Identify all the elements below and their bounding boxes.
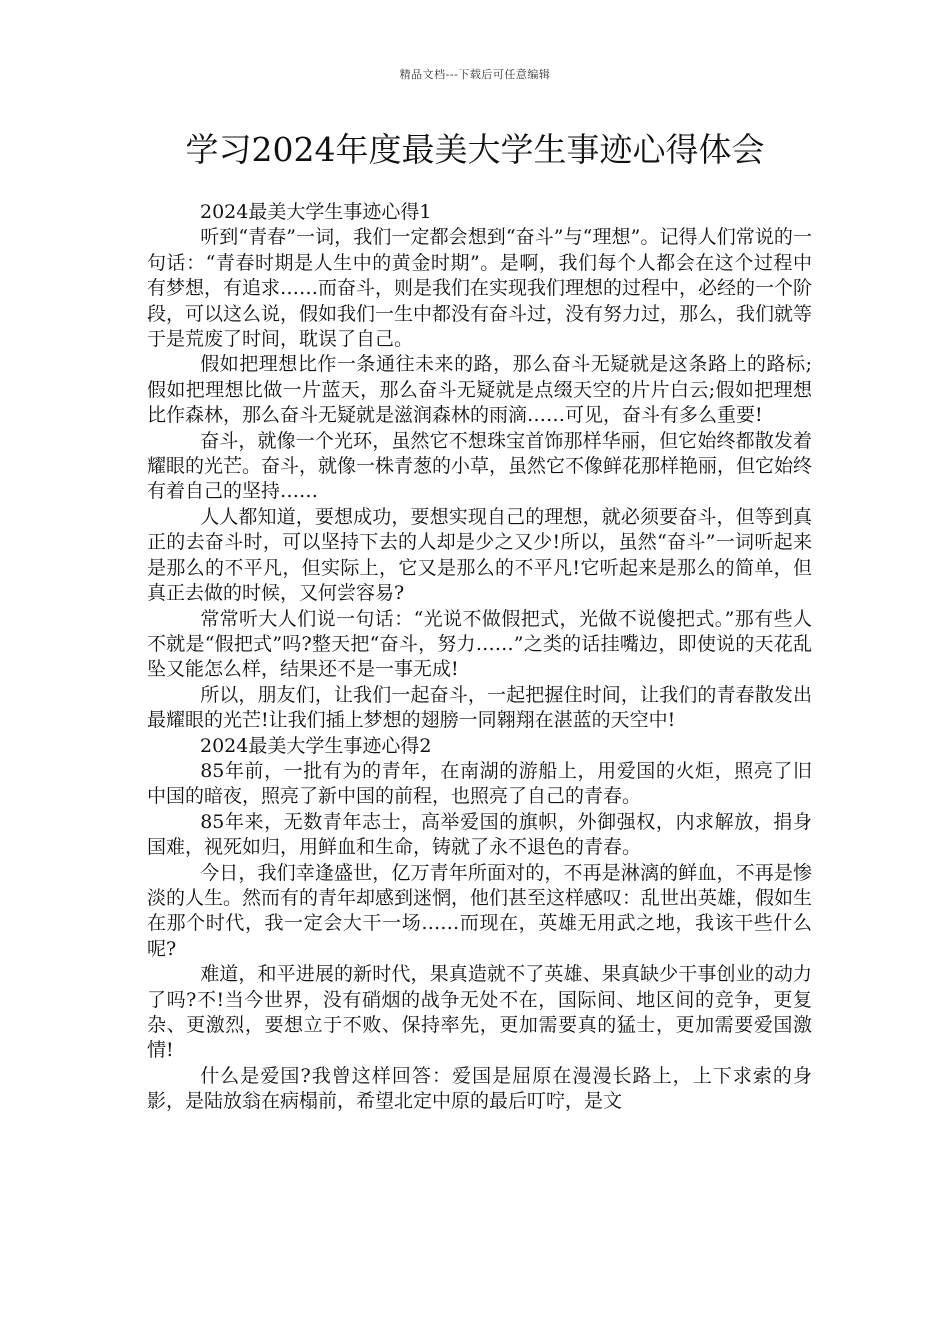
paragraph: 听到“青春”一词，我们一定都会想到“奋斗”与“理想”。记得人们常说的一句话：“青春时期是人生中的黄金时期”。是啊，我们每个人都会在这个过程中有梦想，有追求……而奋斗，则是我们在实现我们理想的过程中，必经的一个阶段，可以这么说，假如我们一生中都没有奋斗过，没有努力过，那么，我们就等于是荒废了时间，耽误了自己。 <box>147 226 813 351</box>
paragraph: 什么是爱国?我曾这样回答：爱国是屈原在漫漫长路上，上下求索的身影，是陆放翁在病榻前，希望北定中原的最后叮咛，是文 <box>147 1064 812 1113</box>
paragraph: 难道，和平进展的新时代，果真造就不了英雄、果真缺少干事创业的动力了吗?不!当今世界，没有硝烟的战争无处不在，国际间、地区间的竞争，更复杂、更激烈，要想立于不败、保持率先，更加需要真的猛士，更加需要爱国激情! <box>147 963 812 1062</box>
section-heading-1: 2024最美大学生事迹心得1 <box>200 201 432 223</box>
paragraph: 85年来，无数青年志士，高举爱国的旗帜，外御强权，内求解放，捐身国难，视死如归，用鲜血和生命，铸就了永不退色的青春。 <box>147 810 812 859</box>
paragraph: 常常听大人们说一句话：“光说不做假把式，光做不说傻把式。”那有些人不就是“假把式”吗?整天把“奋斗，努力……”之类的话挂嘴边，即使说的天花乱坠又能怎么样，结果还不是一事无成! <box>147 607 812 681</box>
paragraph: 所以，朋友们，让我们一起奋斗，一起把握住时间，让我们的青春散发出最耀眼的光芒!让我们插上梦想的翅膀一同翱翔在湛蓝的天空中! <box>147 683 812 732</box>
document-title: 学习2024年度最美大学生事迹心得体会 <box>185 130 765 169</box>
paragraph: 85年前，一批有为的青年，在南湖的游船上，用爱国的火炬，照亮了旧中国的暗夜，照亮了新中国的前程，也照亮了自己的青春。 <box>147 759 812 808</box>
document-body <box>147 200 812 1115</box>
paragraph: 假如把理想比作一条通往未来的路，那么奋斗无疑就是这条路上的路标;假如把理想比做一片蓝天，那么奋斗无疑就是点缀天空的片片白云;假如把理想比作森林，那么奋斗无疑就是滋润森林的雨滴……可见，奋斗有多么重要! <box>147 353 812 427</box>
paragraph: 今日，我们幸逢盛世，亿万青年所面对的，不再是淋漓的鲜血，不再是惨淡的人生。然而有的青年却感到迷惘，他们甚至这样感叹：乱世出英雄，假如生在那个时代，我一定会大干一场……而现在，英雄无用武之地，我该干些什么呢? <box>147 861 813 960</box>
paragraph: 奋斗，就像一个光环，虽然它不想珠宝首饰那样华丽，但它始终都散发着耀眼的光芒。奋斗，就像一株青葱的小草，虽然它不像鲜花那样艳丽，但它始终有着自己的坚持…… <box>147 429 813 503</box>
paragraph: 人人都知道，要想成功，要想实现自己的理想，就必须要奋斗，但等到真正的去奋斗时，可以坚持下去的人却是少之又少!所以，虽然“奋斗”一词听起来是那么的不平凡，但实际上，它又是那么的不平凡!它听起来是那么的简单，但真正去做的时候，又何尝容易? <box>147 505 812 605</box>
header-note: 精品文档---下载后可任意编辑 <box>399 68 551 81</box>
section-heading-2: 2024最美大学生事迹心得2 <box>200 734 432 757</box>
